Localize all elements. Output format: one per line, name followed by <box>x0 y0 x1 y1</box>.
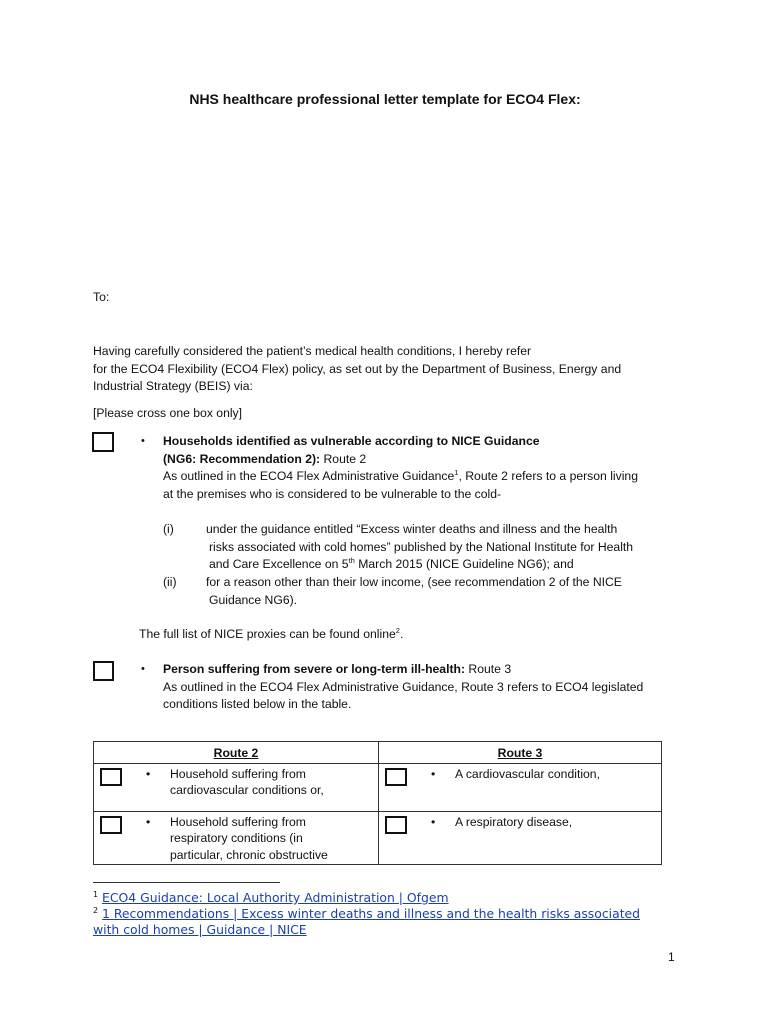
option1-body: , Route 2 refers to a person living <box>458 469 638 483</box>
table-row <box>94 764 662 812</box>
superscript: th <box>348 555 355 565</box>
list-line: under the guidance entitled “Excess winter deaths and illness and the health <box>206 522 618 536</box>
link-line: with cold homes | Guidance | NICE <box>93 922 307 937</box>
bullet: • <box>146 767 151 781</box>
bullet: • <box>141 435 145 447</box>
intro-line: for the ECO4 Flexibility (ECO4 Flex) policy, as set out by the Department of Business, Energy and <box>93 361 622 376</box>
cell-line: A cardiovascular condition, <box>455 767 600 781</box>
intro-paragraph <box>93 343 693 396</box>
routes-table <box>93 741 662 865</box>
list-line: risks associated with cold homes” published by the National Institute for Health <box>209 539 634 554</box>
list-num-ii: (ii) <box>163 575 177 589</box>
option2-block <box>163 661 703 714</box>
bullet: • <box>146 815 151 829</box>
footnote-ref-1: 1 <box>454 467 459 477</box>
option2-body: conditions listed below in the table. <box>163 697 352 711</box>
option2-route: Route 3 <box>465 662 512 676</box>
route2-checkbox[interactable] <box>92 432 114 452</box>
footnote-divider <box>93 882 280 883</box>
proxies-text: The full list of NICE proxies can be found online <box>139 627 396 641</box>
footnote-link-nice[interactable] <box>93 906 640 937</box>
footnote-link-ofgem[interactable]: ECO4 Guidance: Local Authority Administration | Ofgem <box>102 890 449 905</box>
cell-text <box>170 766 324 799</box>
list-line: Guidance NG6). <box>209 592 298 607</box>
table-header-row <box>94 742 662 764</box>
option1-heading: Households identified as vulnerable according to NICE Guidance <box>163 434 540 448</box>
list-line: and Care Excellence on 5 <box>209 557 349 571</box>
table-row <box>94 812 662 865</box>
page-title: NHS healthcare professional letter template for ECO4 Flex: <box>189 91 581 107</box>
bullet: • <box>431 767 436 781</box>
cell-line: Household suffering from <box>170 815 306 829</box>
table-cell <box>379 764 662 812</box>
route3-checkbox[interactable] <box>93 661 114 681</box>
header-route2: Route 2 <box>94 742 379 764</box>
option1-block <box>163 433 703 503</box>
intro-line: Industrial Strategy (BEIS) via: <box>93 379 253 393</box>
cell-line: Household suffering from <box>170 767 306 781</box>
cell-text <box>170 814 328 863</box>
cell-line: cardiovascular conditions or, <box>170 783 324 798</box>
instruction-text: [Please cross one box only] <box>93 406 243 420</box>
cell-text <box>455 814 572 830</box>
option1-body: As outlined in the ECO4 Flex Administrative Guidance <box>163 469 455 483</box>
footnote-number: 2 <box>93 905 99 915</box>
header-route3: Route 3 <box>379 742 662 764</box>
intro-line: Having carefully considered the patient’s medical health conditions, I hereby refer <box>93 344 532 358</box>
table-cell <box>94 812 379 865</box>
list-item-ii <box>206 574 686 609</box>
footnote-number: 1 <box>93 889 99 899</box>
list-num-i: (i) <box>163 522 174 536</box>
respiratory-route2-checkbox[interactable] <box>100 816 122 834</box>
cell-line: respiratory conditions (in <box>170 831 303 846</box>
nice-proxies-text <box>139 627 403 641</box>
option1-body: at the premises who is considered to be vulnerable to the cold- <box>163 486 502 501</box>
to-label: To: <box>93 290 110 304</box>
page-number: 1 <box>668 950 675 964</box>
footnote-1 <box>93 890 693 906</box>
bullet: • <box>431 815 436 829</box>
cell-line: particular, chronic obstructive <box>170 847 328 862</box>
option1-heading-2: (NG6: Recommendation 2): <box>163 451 321 466</box>
cell-text <box>455 766 600 782</box>
cardiovascular-route3-checkbox[interactable] <box>385 768 407 786</box>
list-line: for a reason other than their low income, (see recommendation 2 of the NICE <box>206 575 622 589</box>
respiratory-route3-checkbox[interactable] <box>385 816 407 834</box>
footnote-2 <box>93 906 693 938</box>
option1-route: Route 2 <box>320 451 367 466</box>
list-line: March 2015 (NICE Guideline NG6); and <box>354 557 574 571</box>
option2-heading: Person suffering from severe or long-term ill-health: <box>163 662 466 676</box>
bullet: • <box>141 663 145 675</box>
cell-line: A respiratory disease, <box>455 815 573 829</box>
list-item-i <box>206 521 686 574</box>
table-cell <box>94 764 379 812</box>
proxies-text: . <box>399 627 404 641</box>
option2-body: As outlined in the ECO4 Flex Administrative Guidance, Route 3 refers to ECO4 legislated <box>163 679 644 694</box>
link-line: 1 Recommendations | Excess winter deaths and illness and the health risks associated <box>102 906 641 921</box>
footnote-ref-2: 2 <box>395 625 400 635</box>
table-cell <box>379 812 662 865</box>
cardiovascular-route2-checkbox[interactable] <box>100 768 122 786</box>
